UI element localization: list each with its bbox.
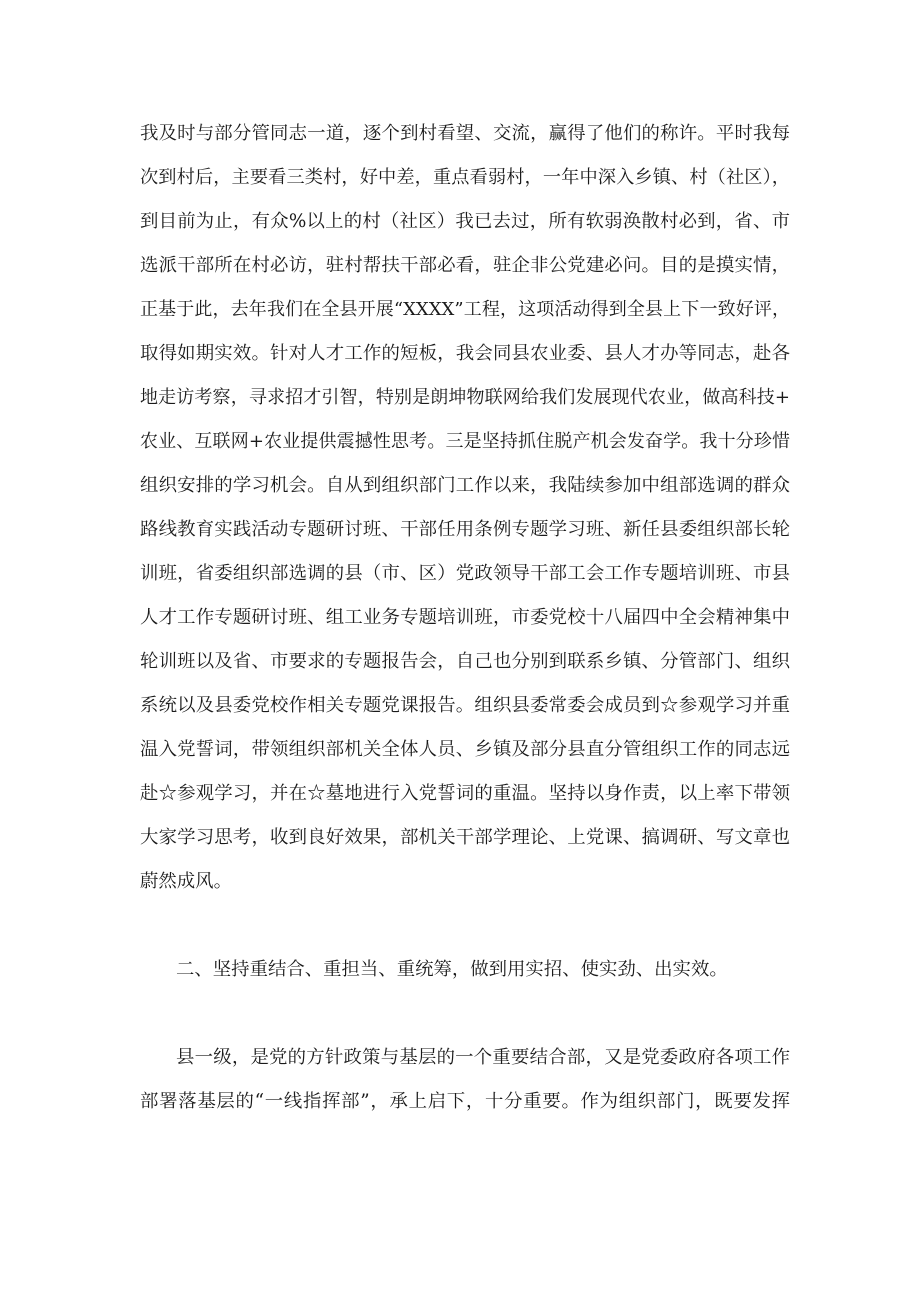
- text-line: 正基于此，去年我们在全县开展“XXXX”工程，这项活动得到全县上下一致好评，: [140, 299, 790, 320]
- text-line: 训班，省委组织部选调的县（市、区）党政领导干部工会工作专题培训班、市县: [140, 563, 790, 584]
- text-line: 轮训班以及省、市要求的专题报告会，自己也分别到联系乡镇、分管部门、组织: [140, 651, 790, 672]
- text-line: 人才工作专题研讨班、组工业务专题培训班，市委党校十八届四中全会精神集中: [140, 607, 790, 628]
- text-line: 温入党誓词，带领组织部机关全体人员、乡镇及部分县直分管组织工作的同志远: [140, 739, 790, 760]
- text-line: 选派干部所在村必访，驻村帮扶干部必看，驻企非公党建必问。目的是摸实情，: [140, 255, 790, 276]
- text-line: 组织安排的学习机会。自从到组织部门工作以来，我陆续参加中组部选调的群众: [140, 475, 790, 496]
- text-line: 赴☆参观学习，并在☆墓地进行入党誓词的重温。坚持以身作责，以上率下带领: [140, 783, 790, 804]
- text-line: 系统以及县委党校作相关专题党课报告。组织县委常委会成员到☆参观学习并重: [140, 695, 790, 716]
- text-line: 取得如期实效。针对人才工作的短板，我会同县农业委、县人才办等同志，赴各: [140, 343, 790, 364]
- section-heading: 二、坚持重结合、重担当、重统筹，做到用实招、使实劲、出实效。: [176, 959, 728, 980]
- text-line: 次到村后，主要看三类村，好中差，重点看弱村，一年中深入乡镇、村（社区），: [140, 167, 790, 188]
- text-line: 农业、互联网+农业提供震撼性思考。三是坚持抓住脱产机会发奋学。我十分珍惜: [140, 431, 790, 452]
- text-line: 大家学习思考，收到良好效果，部机关干部学理论、上党课、搞调研、写文章也: [140, 827, 790, 848]
- text-line: 地走访考察，寻求招才引智，特别是朗坤物联网给我们发展现代农业，做高科技+: [140, 387, 790, 408]
- text-line: 部署落基层的“一线指挥部”，承上启下，十分重要。作为组织部门，既要发挥: [140, 1091, 790, 1112]
- text-line: 我及时与部分管同志一道，逐个到村看望、交流，赢得了他们的称许。平时我每: [140, 123, 790, 144]
- text-line: 到目前为止，有众%以上的村（社区）我已去过，所有软弱涣散村必到，省、市: [140, 211, 790, 232]
- text-line: 蔚然成风。: [140, 871, 232, 892]
- text-line: 路线教育实践活动专题研讨班、干部任用条例专题学习班、新任县委组织部长轮: [140, 519, 790, 540]
- text-line: 县一级，是党的方针政策与基层的一个重要结合部，又是党委政府各项工作: [176, 1047, 790, 1068]
